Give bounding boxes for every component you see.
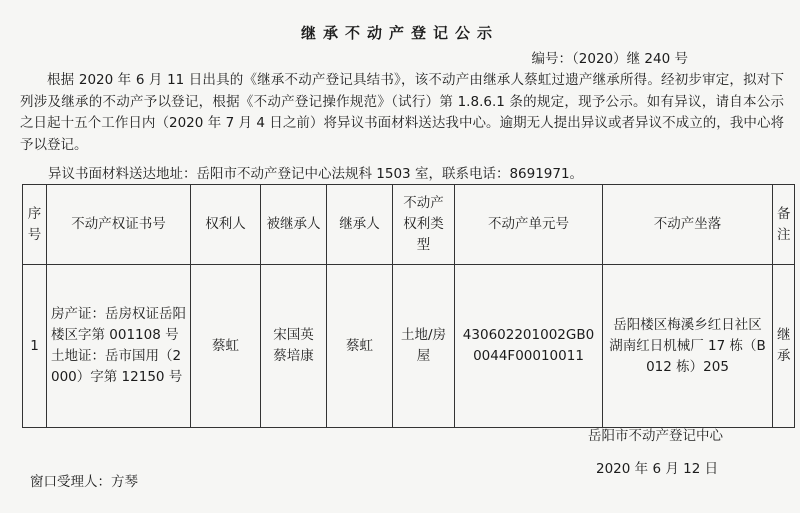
header-cert-no: 不动产权证书号 (47, 185, 191, 265)
header-unit-no: 不动产单元号 (455, 185, 603, 265)
property-table (22, 184, 795, 428)
cell-right-holder: 蔡虹 (191, 265, 261, 428)
header-heir: 继承人 (327, 185, 393, 265)
cell-heir: 蔡虹 (327, 265, 393, 428)
objection-address: 异议书面材料送达地址：岳阳市不动产登记中心法规科 1503 室，联系电话：8691971。 (48, 166, 584, 182)
cell-decedent: 宋国英 蔡培康 (261, 265, 327, 428)
issue-date: 2020 年 6 月 12 日 (596, 461, 719, 477)
window-clerk: 窗口受理人：方琴 (30, 474, 138, 490)
cell-unit-no: 430602201002GB00044F00010011 (455, 265, 603, 428)
cell-remark: 继承 (773, 265, 795, 428)
cell-seq: 1 (23, 265, 47, 428)
cell-right-type: 土地/房屋 (393, 265, 455, 428)
header-location: 不动产坐落 (603, 185, 773, 265)
issuing-organization: 岳阳市不动产登记中心 (588, 428, 723, 444)
header-remark: 备注 (773, 185, 795, 265)
header-right-holder: 权利人 (191, 185, 261, 265)
page-title: 继承不动产登记公示 (300, 24, 499, 42)
cell-location: 岳阳楼区梅溪乡红日社区湖南红日机械厂 17 栋（B012 栋）205 (603, 265, 773, 428)
header-right-type: 不动产权利类型 (393, 185, 455, 265)
header-seq: 序号 (23, 185, 47, 265)
header-decedent: 被继承人 (261, 185, 327, 265)
cell-cert-no: 房产证：岳房权证岳阳楼区字第 001108 号 土地证：岳市国用（2000）字第 12150 号 (47, 265, 191, 428)
notice-body: 根据 2020 年 6 月 11 日出具的《继承不动产登记具结书》，该不动产由继承人蔡虹过遗产继承所得。经初步审定，拟对下列涉及继承的不动产予以登记，根据《不动产登记操作规范》（试行）第 1.8.6.1 条的规定，现予公示。如有异议，请自本公示之日起十五个工作日内（2020 年 7 月 4 日之前）将异议书面材料送达我中心。逾期无人提出异议或者异议不成立的，我中心将予以登记。 (20, 72, 784, 153)
table-header-row (23, 185, 795, 265)
document-number: 编号：（2020）继 240 号 (531, 51, 688, 67)
table-row (23, 265, 795, 428)
